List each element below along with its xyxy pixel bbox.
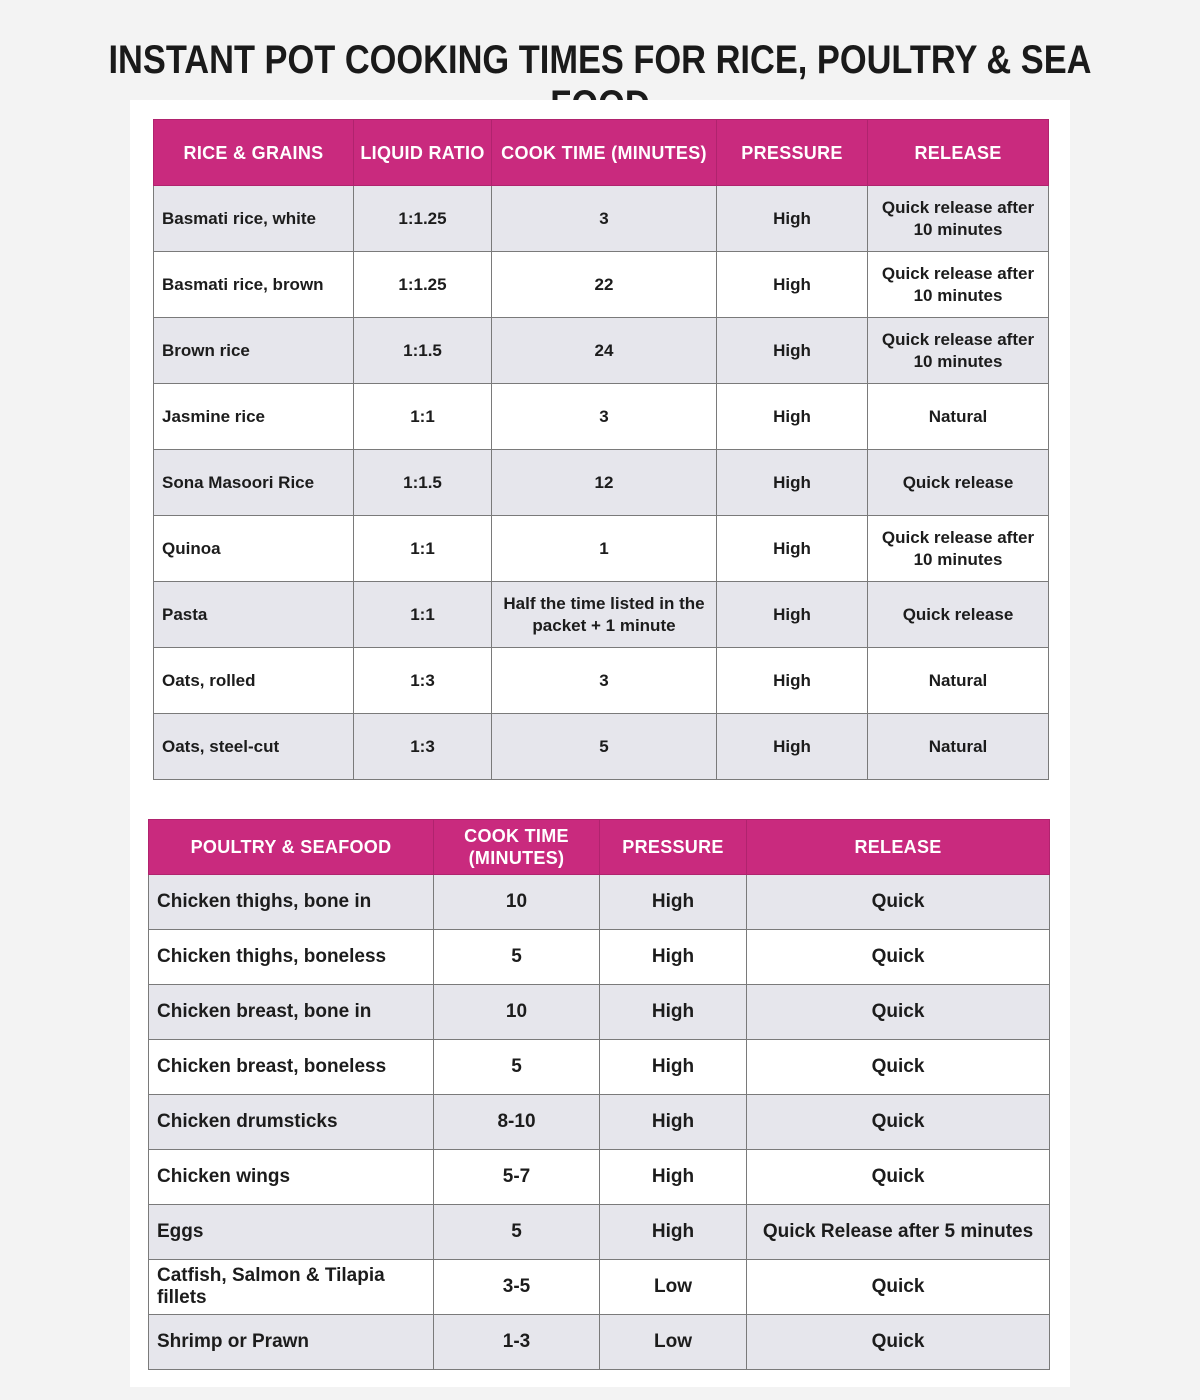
table-cell: Chicken thighs, boneless [149,930,434,985]
table-cell: Quick [747,1040,1050,1095]
table-cell: 3 [492,648,717,714]
table-cell: Quick [747,930,1050,985]
table-cell: 10 [434,985,600,1040]
table-cell: Oats, steel-cut [154,714,354,780]
table-row [149,1260,1050,1315]
rice-grains-table [153,119,1049,780]
table-cell: Oats, rolled [154,648,354,714]
table-cell: Jasmine rice [154,384,354,450]
table-cell: High [600,1095,747,1150]
table-cell: Chicken breast, bone in [149,985,434,1040]
table-cell: 5 [434,930,600,985]
table-cell: 3 [492,186,717,252]
table-cell: Chicken thighs, bone in [149,875,434,930]
table-cell: 1:1 [354,516,492,582]
table-cell: Quick [747,1095,1050,1150]
table-cell: Natural [868,648,1049,714]
table-cell: High [717,648,868,714]
table-cell: Half the time listed in the packet + 1 minute [492,582,717,648]
table-cell: Brown rice [154,318,354,384]
table-cell: High [600,930,747,985]
table-cell: 1:1 [354,384,492,450]
table-cell: High [717,516,868,582]
table-row [154,384,1049,450]
table-cell: 5 [434,1040,600,1095]
table-row [149,1205,1050,1260]
column-header: PRESSURE [600,820,747,875]
table-row [154,582,1049,648]
table-row [149,1040,1050,1095]
table-cell: 1:1.25 [354,186,492,252]
table-cell: High [600,1040,747,1095]
table-cell: High [717,384,868,450]
table-cell: Quick release after 10 minutes [868,318,1049,384]
table-row [154,648,1049,714]
table-cell: High [717,252,868,318]
table-header-row [154,120,1049,186]
poultry-seafood-table [148,819,1050,1370]
table-cell: Quick release after 10 minutes [868,516,1049,582]
table-row [149,985,1050,1040]
table-cell: Basmati rice, brown [154,252,354,318]
table-row [149,1315,1050,1370]
column-header: COOK TIME (MINUTES) [492,120,717,186]
table-cell: 1 [492,516,717,582]
table-cell: High [717,450,868,516]
table-header-row [149,820,1050,875]
table-row [149,875,1050,930]
table-cell: High [600,1205,747,1260]
table-cell: Quick Release after 5 minutes [747,1205,1050,1260]
table-row [154,714,1049,780]
column-header: POULTRY & SEAFOOD [149,820,434,875]
table-row [149,930,1050,985]
table-cell: 3-5 [434,1260,600,1315]
table-cell: Catfish, Salmon & Tilapia fillets [149,1260,434,1315]
table-cell: 1:1.5 [354,450,492,516]
table-cell: High [600,985,747,1040]
table-cell: Quick release after 10 minutes [868,252,1049,318]
column-header: RELEASE [747,820,1050,875]
table-cell: Natural [868,714,1049,780]
table-cell: 1:3 [354,714,492,780]
table-row [154,186,1049,252]
table-cell: Quick release [868,450,1049,516]
table-cell: Quick [747,1315,1050,1370]
table-cell: 5 [492,714,717,780]
table-row [154,252,1049,318]
table-cell: Quick release after 10 minutes [868,186,1049,252]
column-header: RELEASE [868,120,1049,186]
table-cell: 1:1.25 [354,252,492,318]
table-cell: 1-3 [434,1315,600,1370]
table-cell: Low [600,1260,747,1315]
table-cell: 5-7 [434,1150,600,1205]
table-cell: High [717,186,868,252]
column-header: LIQUID RATIO [354,120,492,186]
table-cell: Quick [747,985,1050,1040]
column-header: RICE & GRAINS [154,120,354,186]
table-cell: Quinoa [154,516,354,582]
table-cell: Quick [747,1260,1050,1315]
table-cell: High [600,1150,747,1205]
table-cell: Quick release [868,582,1049,648]
table-cell: 5 [434,1205,600,1260]
table-row [154,450,1049,516]
table-cell: Shrimp or Prawn [149,1315,434,1370]
table-cell: 3 [492,384,717,450]
table-cell: 22 [492,252,717,318]
table-cell: 8-10 [434,1095,600,1150]
column-header: PRESSURE [717,120,868,186]
table-cell: Chicken drumsticks [149,1095,434,1150]
table-cell: 10 [434,875,600,930]
table-cell: 24 [492,318,717,384]
table-cell: Basmati rice, white [154,186,354,252]
page-title: INSTANT POT COOKING TIMES FOR RICE, POULTRY & SEA [108,38,1092,82]
table-cell: Low [600,1315,747,1370]
table-cell: High [717,582,868,648]
table-cell: Eggs [149,1205,434,1260]
table-cell: High [717,318,868,384]
table-cell: 12 [492,450,717,516]
table-row [154,318,1049,384]
table-cell: High [717,714,868,780]
table-row [154,516,1049,582]
table-cell: 1:1 [354,582,492,648]
table-cell: Quick [747,1150,1050,1205]
table-cell: 1:3 [354,648,492,714]
table-cell: Sona Masoori Rice [154,450,354,516]
table-row [149,1095,1050,1150]
table-cell: Natural [868,384,1049,450]
table-cell: 1:1.5 [354,318,492,384]
table-cell: Quick [747,875,1050,930]
table-row [149,1150,1050,1205]
table-cell: Pasta [154,582,354,648]
column-header: COOK TIME (MINUTES) [434,820,600,875]
table-cell: Chicken breast, boneless [149,1040,434,1095]
table-cell: High [600,875,747,930]
table-cell: Chicken wings [149,1150,434,1205]
